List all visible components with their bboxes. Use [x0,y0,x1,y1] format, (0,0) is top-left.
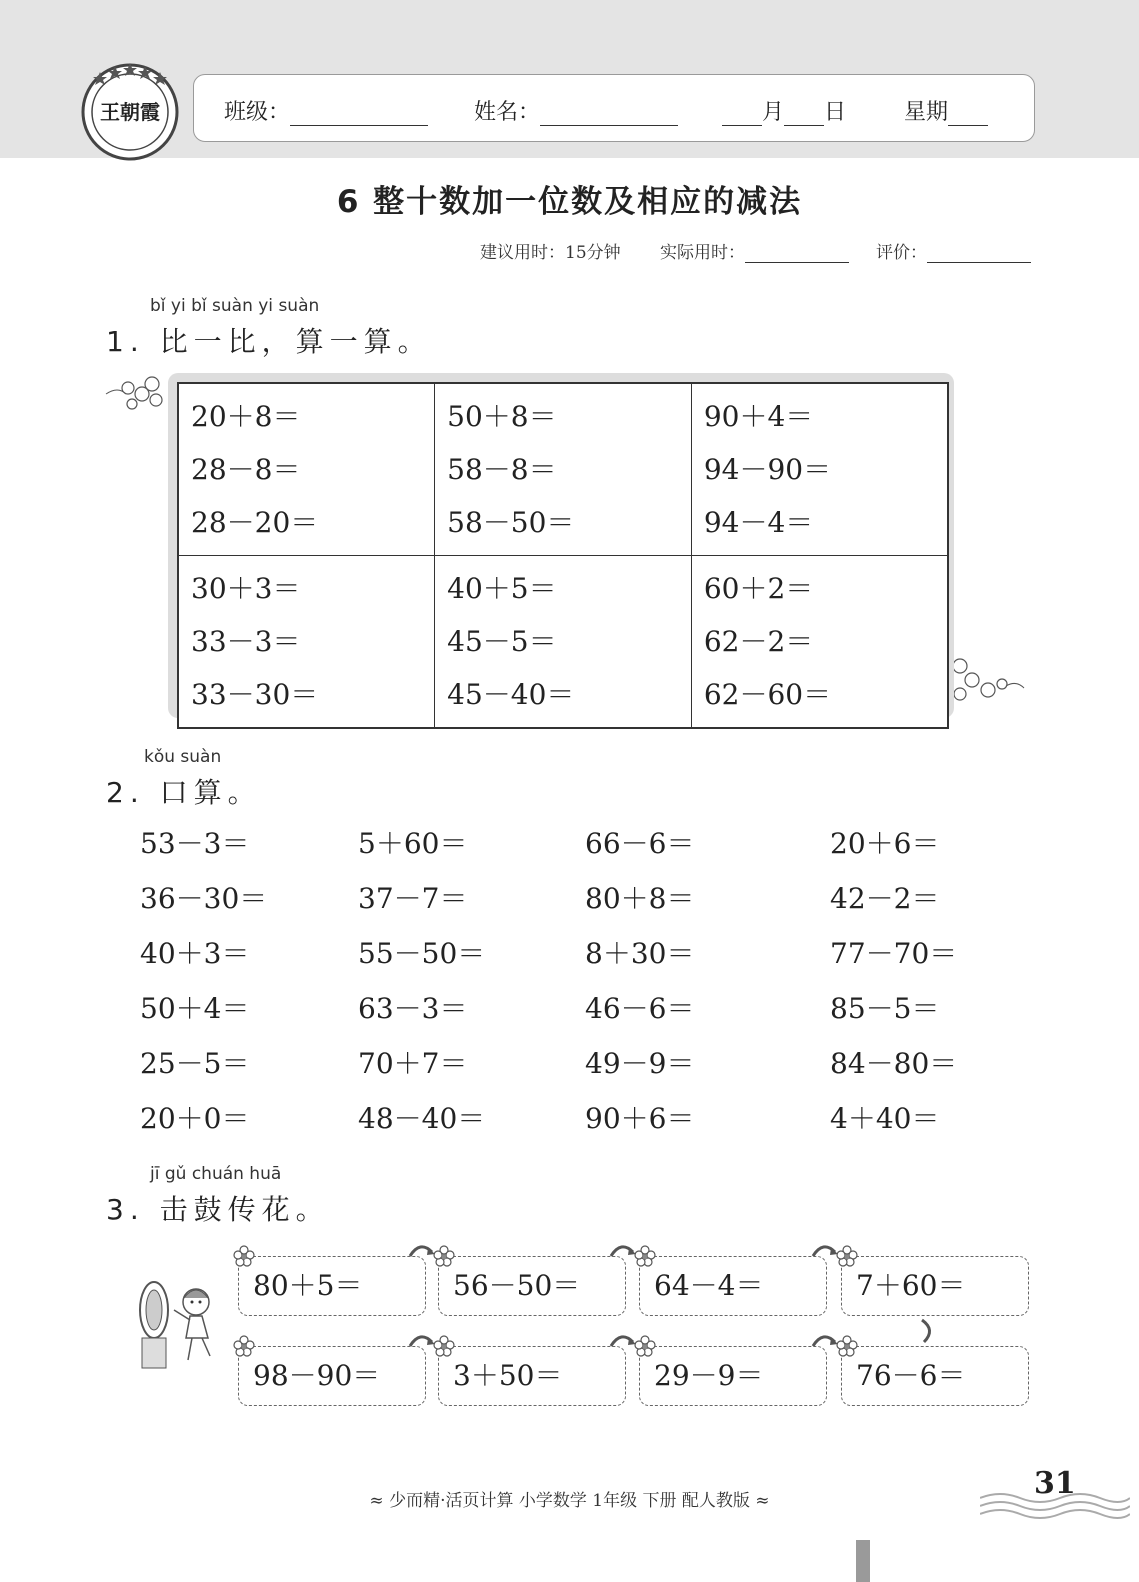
oral-expression[interactable]: 50＋4＝ [140,992,250,1025]
section1-heading: 1. 比一比，算一算。 [106,325,432,358]
name-field[interactable]: 姓名： [474,95,678,126]
table-cell [691,556,948,729]
drum-girl-illustration-icon [130,1280,230,1372]
page-title: 6 整十数加一位数及相应的减法 [336,184,803,220]
logo-seal [80,62,180,162]
oral-expression[interactable]: 25－5＝ [140,1047,250,1080]
table-row [178,556,948,729]
oral-expression[interactable]: 53－3＝ [140,827,250,860]
page-edge-tab [856,1540,870,1582]
footer-text: ≈ 少而精·活页计算 小学数学 1年级 下册 配人教版 ≈ [369,1491,770,1511]
pass-arrow-icon [406,1240,436,1258]
flower-icon [232,1334,256,1358]
suggested-time: 建议用时：15分钟 [480,243,621,263]
pass-arrow-icon [809,1330,839,1348]
expression[interactable]: 62－2＝ [703,625,814,658]
oral-expression[interactable]: 46－6＝ [585,992,695,1025]
flower-icon [232,1244,256,1268]
table-cell [435,556,692,729]
oral-expression[interactable]: 66－6＝ [585,827,695,860]
expression[interactable]: 28－8＝ [191,453,301,486]
pass-box-expression[interactable]: 76－6＝ [841,1346,1029,1406]
oral-expression[interactable]: 4＋40＝ [830,1102,940,1135]
date-field[interactable]: 月 日 [722,95,846,126]
class-field[interactable]: 班级： [224,95,428,126]
pass-box-expression[interactable]: 3＋50＝ [438,1346,626,1406]
pass-arrow-icon [406,1330,436,1348]
pass-box-expression[interactable]: 98－90＝ [238,1346,426,1406]
table-row [178,383,948,556]
pass-box-expression[interactable]: 64－4＝ [639,1256,827,1316]
oral-expression[interactable]: 77－70＝ [830,937,958,970]
expression[interactable]: 94－4＝ [703,506,814,539]
pass-box-expression[interactable]: 80＋5＝ [238,1256,426,1316]
expression[interactable]: 40＋5＝ [447,572,557,605]
turn-arrow-icon [918,1318,938,1344]
expression[interactable]: 33－30＝ [191,678,319,711]
flower-decoration-icon [104,372,170,418]
oral-expression[interactable]: 49－9＝ [585,1047,695,1080]
pass-arrow-icon [607,1330,637,1348]
expression[interactable]: 90＋4＝ [703,400,814,433]
oral-expression[interactable]: 40＋3＝ [140,937,250,970]
oral-expression[interactable]: 48－40＝ [358,1102,486,1135]
flower-decoration-icon [946,650,1026,712]
oral-expression[interactable]: 85－5＝ [830,992,940,1025]
rating-field[interactable]: 评价： [876,238,1031,263]
oral-expression[interactable]: 63－3＝ [358,992,468,1025]
oral-expression[interactable]: 37－7＝ [358,882,468,915]
section3-heading: 3. 击鼓传花。 [106,1193,330,1226]
expression[interactable]: 62－60＝ [703,678,832,711]
oral-expression[interactable]: 5＋60＝ [358,827,468,860]
oral-expression[interactable]: 42－2＝ [830,882,940,915]
expression[interactable]: 58－50＝ [447,506,575,539]
table-cell [178,556,435,729]
logo-text: 王朝霞 [100,100,160,124]
oral-expression[interactable]: 36－30＝ [140,882,268,915]
expression[interactable]: 28－20＝ [191,506,319,539]
pass-box-expression[interactable]: 7＋60＝ [841,1256,1029,1316]
oral-expression[interactable]: 80＋8＝ [585,882,695,915]
expression[interactable]: 58－8＝ [447,453,557,486]
expression[interactable]: 94－90＝ [703,453,832,486]
page-number: 31 [1034,1466,1076,1501]
expression[interactable]: 20＋8＝ [191,400,301,433]
compare-calc-table [177,382,949,729]
weekday-field[interactable]: 星期 [904,95,988,126]
expression[interactable]: 45－5＝ [447,625,557,658]
expression[interactable]: 50＋8＝ [447,400,557,433]
oral-expression[interactable]: 84－80＝ [830,1047,958,1080]
expression[interactable]: 30＋3＝ [191,572,301,605]
oral-expression[interactable]: 8＋30＝ [585,937,695,970]
section2-heading: 2. 口算。 [106,776,262,809]
section2-pinyin: kǒu suàn [144,747,222,767]
pass-box-expression[interactable]: 56－50＝ [438,1256,626,1316]
student-info-bar [193,74,1035,142]
actual-time-field[interactable]: 实际用时： [660,238,849,263]
oral-expression[interactable]: 90＋6＝ [585,1102,695,1135]
oral-expression[interactable]: 55－50＝ [358,937,486,970]
expression[interactable]: 33－3＝ [191,625,301,658]
table-cell [435,383,692,556]
pass-box-expression[interactable]: 29－9＝ [639,1346,827,1406]
oral-expression[interactable]: 70＋7＝ [358,1047,468,1080]
expression[interactable]: 60＋2＝ [703,572,814,605]
section1-pinyin: bǐ yi bǐ suàn yi suàn [150,296,320,316]
table-cell [178,383,435,556]
table-cell [691,383,948,556]
oral-expression[interactable]: 20＋0＝ [140,1102,250,1135]
oral-expression[interactable]: 20＋6＝ [830,827,940,860]
pass-arrow-icon [809,1240,839,1258]
pass-arrow-icon [607,1240,637,1258]
section3-pinyin: jī gǔ chuán huā [150,1164,282,1184]
expression[interactable]: 45－40＝ [447,678,575,711]
